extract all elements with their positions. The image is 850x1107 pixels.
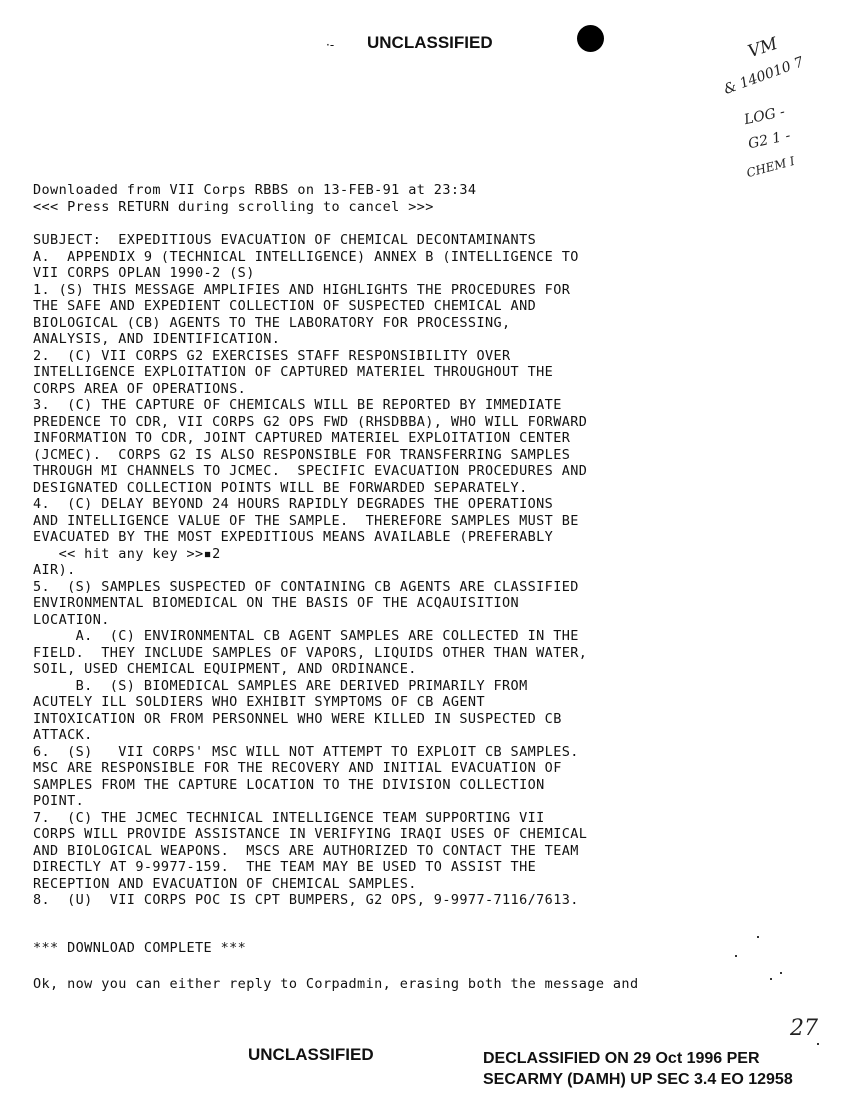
message-line: THROUGH MI CHANNELS TO JCMEC. SPECIFIC EVACUATION PROCEDURES AND: [33, 463, 588, 479]
download-line: Downloaded from VII Corps RBBS on 13-FEB-91 at 23:34: [33, 182, 477, 198]
message-line: CORPS WILL PROVIDE ASSISTANCE IN VERIFYING IRAQI USES OF CHEMICAL: [33, 826, 588, 842]
message-line: SUBJECT: EXPEDITIOUS EVACUATION OF CHEMICAL DECONTAMINANTS: [33, 232, 537, 248]
scan-mark: ·-: [326, 38, 335, 52]
declassification-stamp: [483, 1048, 793, 1090]
message-line: ANALYSIS, AND IDENTIFICATION.: [33, 331, 281, 347]
message-line: 4. (C) DELAY BEYOND 24 HOURS RAPIDLY DEGRADES THE OPERATIONS: [33, 496, 554, 512]
message-line: DIRECTLY AT 9-9977-159. THE TEAM MAY BE USED TO ASSIST THE: [33, 859, 537, 875]
message-line: DESIGNATED COLLECTION POINTS WILL BE FORWARDED SEPARATELY.: [33, 479, 528, 496]
handwritten-line: LOG -: [742, 103, 787, 129]
message-line: ENVIRONMENTAL BIOMEDICAL ON THE BASIS OF THE ACQAUISITION: [33, 595, 520, 611]
message-line: 5. (S) SAMPLES SUSPECTED OF CONTAINING CB AGENTS ARE CLASSIFIED: [33, 578, 579, 595]
handwritten-line: VM: [745, 33, 781, 63]
message-line: A. APPENDIX 9 (TECHNICAL INTELLIGENCE) ANNEX B (INTELLIGENCE TO: [33, 248, 579, 265]
punch-hole-dot: [577, 25, 604, 52]
scan-speck: [780, 972, 782, 974]
declass-line: SECARMY (DAMH) UP SEC 3.4 EO 12958: [483, 1071, 793, 1088]
handwritten-page-number: 27: [790, 1016, 818, 1041]
declass-line: DECLASSIFIED ON 29 Oct 1996 PER: [483, 1050, 760, 1067]
message-line: AND BIOLOGICAL WEAPONS. MSCS ARE AUTHORIZED TO CONTACT THE TEAM: [33, 842, 579, 859]
classification-footer: UNCLASSIFIED: [248, 1045, 374, 1064]
message-line: BIOLOGICAL (CB) AGENTS TO THE LABORATORY FOR PROCESSING,: [33, 314, 511, 331]
message-line: INFORMATION TO CDR, JOINT CAPTURED MATERIEL EXPLOITATION CENTER: [33, 430, 571, 446]
message-line: ACUTELY ILL SOLDIERS WHO EXHIBIT SYMPTOMS OF CB AGENT: [33, 694, 485, 710]
message-line: INTELLIGENCE EXPLOITATION OF CAPTURED MATERIEL THROUGHOUT THE: [33, 364, 554, 380]
message-line: 3. (C) THE CAPTURE OF CHEMICALS WILL BE REPORTED BY IMMEDIATE: [33, 397, 562, 413]
reply-prompt-text: Ok, now you can either reply to Corpadmin, erasing both the message and: [33, 976, 639, 992]
message-line: EVACUATED BY THE MOST EXPEDITIOUS MEANS AVAILABLE (PREFERABLY: [33, 529, 554, 545]
message-line: RECEPTION AND EVACUATION OF CHEMICAL SAMPLES.: [33, 875, 417, 892]
message-line: 2. (C) VII CORPS G2 EXERCISES STAFF RESPONSIBILITY OVER: [33, 347, 511, 364]
message-line: INTOXICATION OR FROM PERSONNEL WHO WERE KILLED IN SUSPECTED CB: [33, 710, 562, 727]
message-line: << hit any key >>▪2: [33, 545, 221, 562]
scan-speck: [735, 955, 737, 957]
message-line: 7. (C) THE JCMEC TECHNICAL INTELLIGENCE TEAM SUPPORTING VII: [33, 809, 545, 826]
download-line: <<< Press RETURN during scrolling to cancel >>>: [33, 198, 434, 215]
message-line: 1. (S) THIS MESSAGE AMPLIFIES AND HIGHLIGHTS THE PROCEDURES FOR: [33, 281, 571, 298]
handwritten-line: G2 1 -: [746, 127, 792, 153]
scan-speck: [757, 936, 759, 938]
message-line: 8. (U) VII CORPS POC IS CPT BUMPERS, G2 OPS, 9-9977-7116/7613.: [33, 892, 579, 908]
message-line: ATTACK.: [33, 727, 93, 743]
message-line: THE SAFE AND EXPEDIENT COLLECTION OF SUSPECTED CHEMICAL AND: [33, 298, 537, 314]
message-line: MSC ARE RESPONSIBLE FOR THE RECOVERY AND INITIAL EVACUATION OF: [33, 760, 562, 776]
message-body: [33, 232, 587, 909]
download-complete-text: *** DOWNLOAD COMPLETE ***: [33, 940, 247, 956]
message-line: CORPS AREA OF OPERATIONS.: [33, 380, 247, 397]
message-line: SOIL, USED CHEMICAL EQUIPMENT, AND ORDINANCE.: [33, 661, 417, 677]
classification-header: UNCLASSIFIED: [367, 33, 493, 52]
scan-speck: [817, 1043, 819, 1045]
message-line: A. (C) ENVIRONMENTAL CB AGENT SAMPLES ARE COLLECTED IN THE: [33, 628, 579, 644]
download-header: [33, 182, 476, 215]
message-line: 6. (S) VII CORPS' MSC WILL NOT ATTEMPT TO EXPLOIT CB SAMPLES.: [33, 743, 579, 760]
message-line: B. (S) BIOMEDICAL SAMPLES ARE DERIVED PRIMARILY FROM: [33, 677, 528, 694]
message-line: POINT.: [33, 793, 85, 809]
message-line: SAMPLES FROM THE CAPTURE LOCATION TO THE DIVISION COLLECTION: [33, 776, 545, 793]
message-line: (JCMEC). CORPS G2 IS ALSO RESPONSIBLE FOR TRANSFERRING SAMPLES: [33, 446, 571, 463]
message-line: AND INTELLIGENCE VALUE OF THE SAMPLE. THEREFORE SAMPLES MUST BE: [33, 512, 579, 529]
message-line: PREDENCE TO CDR, VII CORPS G2 OPS FWD (RHSDBBA), WHO WILL FORWARD: [33, 413, 588, 430]
message-line: AIR).: [33, 562, 76, 578]
message-line: FIELD. THEY INCLUDE SAMPLES OF VAPORS, LIQUIDS OTHER THAN WATER,: [33, 644, 588, 661]
message-line: VII CORPS OPLAN 1990-2 (S): [33, 265, 255, 281]
handwritten-line: CHEM I: [745, 153, 797, 181]
message-line: LOCATION.: [33, 611, 110, 628]
scan-speck: [770, 978, 772, 980]
handwritten-line: & 140010 7: [721, 54, 806, 98]
